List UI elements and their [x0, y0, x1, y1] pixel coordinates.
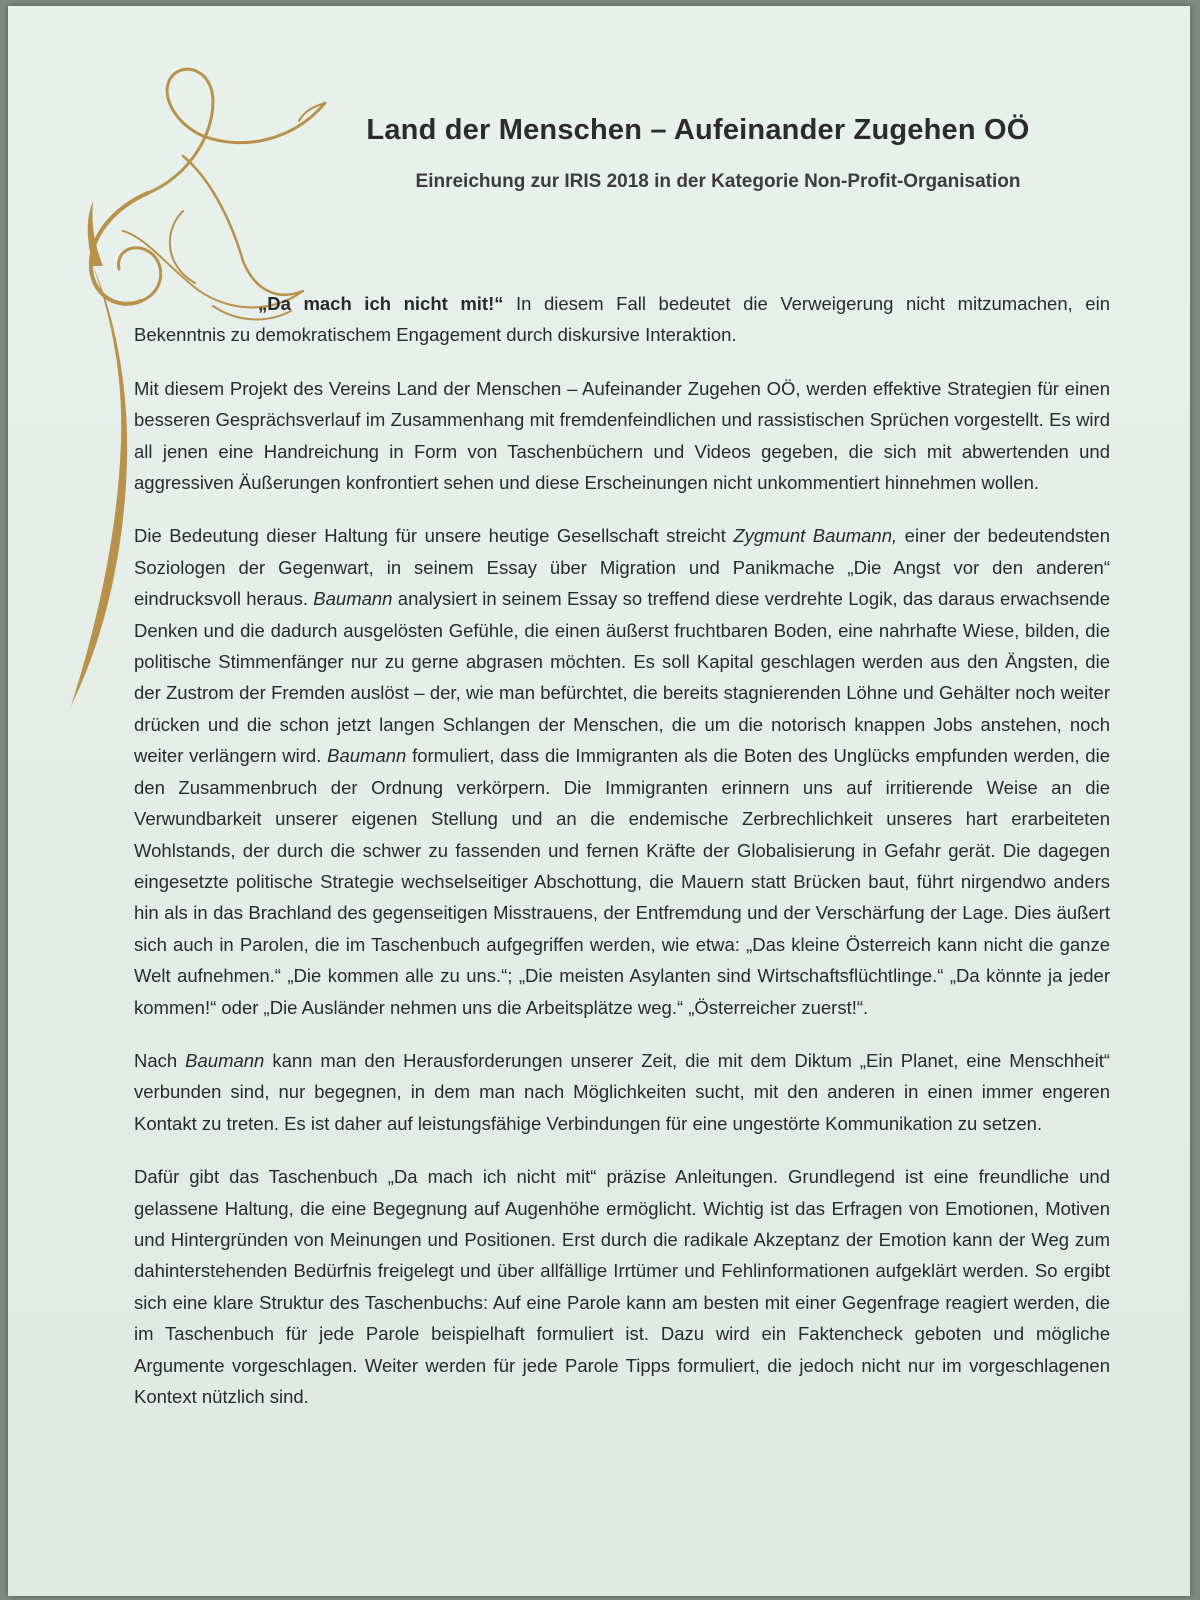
document-subtitle: Einreichung zur IRIS 2018 in der Kategorie Non-Profit-Organisation [415, 171, 1021, 192]
document-title: Land der Menschen – Aufeinander Zugehen OÖ [366, 114, 1030, 146]
text-segment: einer der bedeutendsten Soziologen der Gegenwart, in seinem Essay über Migration und Panikmache „Die Angst vor den anderen“ eindrucksvoll heraus. [134, 525, 1110, 610]
author-name: Baumann [313, 588, 393, 610]
text-segment: Die Bedeutung dieser Haltung für unsere heutige Gesellschaft streicht [134, 525, 734, 547]
document-header [308, 114, 1088, 193]
author-name: Zygmunt Baumann, [733, 525, 898, 547]
document-page [8, 6, 1190, 1596]
document-body [134, 288, 1110, 1434]
intro-lead: „Da mach ich nicht mit!“ [258, 293, 504, 314]
paragraph-project: Mit diesem Projekt des Vereins Land der Menschen – Aufeinander Zugehen OÖ, werden effektive Strategien für einen besseren Gesprächsverlauf im Zusammenhang mit fremdenfeindlichen und rassistischen Sprüchen vorgestellt. Es wird all jenen eine Handreichung in Form von Taschenbüchern und Videos gegeben, die sich mit abwertenden und aggressiven Äußerungen konfrontiert sehen und diese Erscheinungen nicht unkommentiert hinnehmen wollen. [134, 377, 1110, 494]
intro-paragraph [134, 288, 1110, 351]
intro-text: In diesem Fall bedeutet die Verweigerung nicht mitzumachen, ein Bekenntnis zu demokratischem Engagement durch diskursive Interaktion. [134, 293, 1110, 346]
paragraph-baumann [134, 520, 1110, 1023]
text-segment: kann man den Herausforderungen unserer Zeit, die mit dem Diktum „Ein Planet, eine Menschheit“ verbunden sind, nur begegnen, in dem man nach Möglichkeiten sucht, mit den anderen in einen immer engeren Kontakt zu treten. Es ist daher auf leistungsfähige Verbindungen für eine ungestörte Kommunikation zu setzen. [134, 1049, 1110, 1134]
text-segment: Nach [134, 1049, 186, 1071]
text-segment: formuliert, dass die Immigranten als die Boten des Unglücks empfunden werden, die den Zusammenbruch der Ordnung verkörpern. Die Immigranten erinnern uns auf irritierende Weise an die Verwundbarkeit unserer eigenen Stellung und an die endemische Zerbrechlichkeit unseres hart erarbeiteten Wohlstands, der durch die schwer zu fassenden und fernen Kräfte der Globalisierung in Gefahr gerät. Die dagegen eingesetzte politische Strategie wechselseitiger Abschottung, die Mauern statt Brücken baut, führt nirgendwo anders hin als in das Brachland des gegenseitigen Misstrauens, der Entfremdung und der Verschärfung der Lage. Dies äußert sich auch in Parolen, die im Taschenbuch aufgegriffen werden, wie etwa: „Das kleine Österreich kann nicht die ganze Welt aufnehmen.“ „Die kommen alle zu uns.“; „Die meisten Asylanten sind Wirtschaftsflüchtlinge.“ „Da könnte ja jeder kommen!“ oder „Die Ausländer nehmen uns die Arbeitsplätze weg.“ „Österreicher zuerst!“. [134, 745, 1110, 1018]
paragraph-challenges [134, 1045, 1110, 1139]
paragraph-pocketbook: Dafür gibt das Taschenbuch „Da mach ich nicht mit“ präzise Anleitungen. Grundlegend ist eine freundliche und gelassene Haltung, die eine Begegnung auf Augenhöhe ermöglicht. Wichtig ist das Erfragen von Emotionen, Motiven und Hintergründen von Meinungen und Positionen. Erst durch die radikale Akzeptanz der Emotion kann der Weg zum dahinterstehenden Bedürfnis freigelegt und über allfällige Irrtümer und Fehlinformationen aufgeklärt werden. So ergibt sich eine klare Struktur des Taschenbuchs: Auf eine Parole kann am besten mit einer Gegenfrage reagiert werden, die im Taschenbuch für jede Parole beispielhaft formuliert ist. Dazu wird ein Faktencheck geboten und mögliche Argumente vorgeschlagen. Weiter werden für jede Parole Tipps formuliert, die jedoch nicht nur im vorgeschlagenen Kontext nützlich sind. [134, 1166, 1110, 1407]
author-name: Baumann [327, 745, 407, 767]
text-segment: analysiert in seinem Essay so treffend diese verdrehte Logik, das daraus erwachsende Denken und die dadurch ausgelösten Gefühle, die einen äußerst fruchtbaren Boden, eine nahrhafte Wiese, bilden, die politische Stimmenfänger nur zu gerne abgrasen möchten. Es soll Kapital geschlagen werden aus den Ängsten, die der Zustrom der Fremden auslöst – der, wie man befürchtet, die bereits stagnierenden Löhne und Gehälter noch weiter drücken und die schon jetzt langen Schlangen der Menschen, die um die notorisch knappen Jobs anstehen, noch weiter verlängern wird. [134, 588, 1110, 767]
author-name: Baumann [185, 1049, 265, 1071]
